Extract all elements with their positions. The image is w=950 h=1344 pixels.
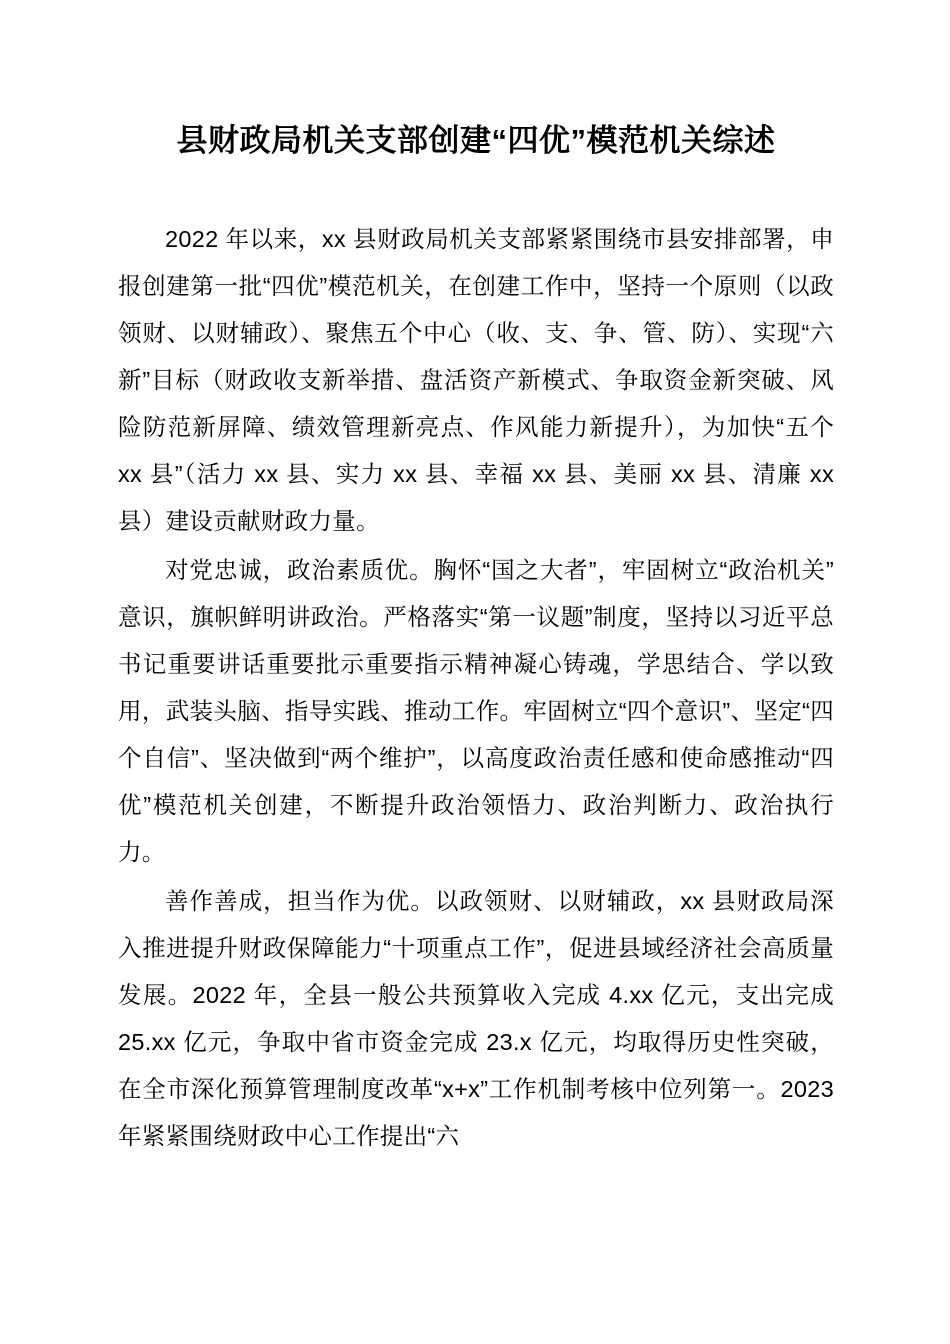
paragraph-2: 对党忠诚，政治素质优。胸怀“国之大者”，牢固树立“政治机关”意识，旗帜鲜明讲政治。严格落实“第一议题”制度，坚持以习近平总书记重要讲话重要批示重要指示精神凝心铸魂，学思结合、学以致用，武装头脑、指导实践、推动工作。牢固树立“四个意识”、坚定“四个自信”、坚决做到“两个维护”，以高度政治责任感和使命感推动“四优”模范机关创建，不断提升政治领悟力、政治判断力、政治执行力。 xyxy=(118,557,834,865)
paragraph-1: 2022 年以来，xx 县财政局机关支部紧紧围绕市县安排部署，申报创建第一批“四优”模范机关，在创建工作中，坚持一个原则（以政领财、以财辅政）、聚焦五个中心（收、支、争、管、防）、实现“六新”目标（财政收支新举措、盘活资产新模式、争取资金新突破、风险防范新屏障、绩效管理新亮点、作风能力新提升），为加快“五个 xx 县”（活力 xx 县、实力 xx 县、幸福 xx 县、美丽 xx 县、清廉 xx 县）建设贡献财政力量。 xyxy=(118,226,834,534)
document-body xyxy=(118,118,834,1160)
page-title: 县财政局机关支部创建“四优”模范机关综述 xyxy=(176,123,776,158)
paragraph-3: 善作善成，担当作为优。以政领财、以财辅政，xx 县财政局深入推进提升财政保障能力“十项重点工作”，促进县域经济社会高质量发展。2022 年，全县一般公共预算收入完成 4.xx 亿元，支出完成 25.xx 亿元，争取中省市资金完成 23.x 亿元，均取得历史性突破，在全市深化预算管理制度改革“x+x”工作机制考核中位列第一。2023 年紧紧围绕财政中心工作提出“六 xyxy=(118,888,834,1149)
